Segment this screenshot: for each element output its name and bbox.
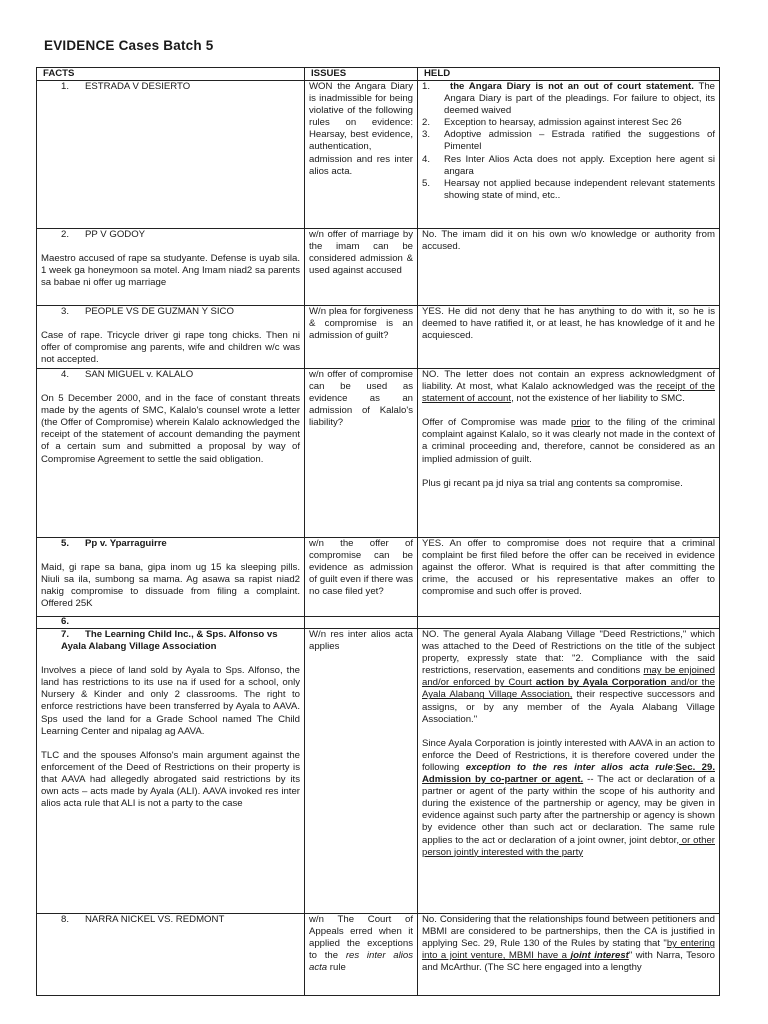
case-table	[36, 67, 720, 996]
held-cell: NO. The general Ayala Alabang Village "Deed Restrictions," which was attached to the Deed of Restrictions on the title of the subject property, expressly state that: "2. Compliance with the said restrictions, reservation, easements and conditions may be enjoined and/or enforced by Court action by Ayala Corporation and/or the Ayala Alabang Village Association, their respective successors and assigns, or by any member of the Ayala Alabang Village Association." Since Ayala Corporation is jointly interested with AAVA in an action to enforce the Deed of Restrictions, it is therefore covered under the following exception to the res inter alios acta rule:Sec. 29. Admission by co-partner or agent. -- The act or declaration of a partner or agent of the party within the scope of his authority and during the existence of the partnership or agency, may be given in evidence against such party after the partnership or agency is shown by evidence other than such act or declaration. The same rule applies to the act or declaration of a joint owner, joint debtor, or other person jointly interested with the party	[418, 629, 720, 914]
table-header-row	[37, 68, 720, 81]
case-title: 4. SAN MIGUEL v. KALALO	[61, 369, 194, 380]
table-row	[37, 629, 720, 914]
facts-cell: 5. Pp v. Yparraguirre Maid, gi rape sa bana, gipa inom ug 15 ka sleeping pills. Niuli sa ila, sumbong sa mama. Ag asawa sa rapist niad2 nakig compromise to dissuade from filing a complaint. Offered 25K	[37, 538, 305, 617]
facts-cell	[37, 914, 305, 996]
case-title: 3. PEOPLE VS DE GUZMAN Y SICO	[61, 306, 234, 317]
table-row	[37, 617, 720, 629]
issue-cell: W/n plea for forgiveness & compromise is an admission of guilt?	[305, 306, 418, 369]
case-title: 8. NARRA NICKEL VS. REDMONT	[61, 914, 225, 925]
issue-cell: WON the Angara Diary is inadmissible for being violative of the following rules on evidence: Hearsay, best evidence, authentication, admission and res inter alios acta.	[305, 81, 418, 229]
issue-cell: W/n res inter alios acta applies	[305, 629, 418, 914]
table-row	[37, 81, 720, 229]
table-row	[37, 306, 720, 369]
held-cell: 1. the Angara Diary is not an out of court statement. The Angara Diary is part of the pleadings. For failure to object, its deemed waived 2. Exception to hearsay, admission against interest Sec 26 3. Adoptive admission – Estrada ratified the suggestions of Pimentel 4. Res Inter Alios Acta does not apply. Exception here agent si angara 5. Hearsay not applied because independent relevant statements showing state of mind, etc..	[418, 81, 720, 229]
table-row	[37, 914, 720, 996]
case-title: 6.	[61, 616, 70, 627]
facts-cell: 4. SAN MIGUEL v. KALALO On 5 December 2000, and in the face of constant threats made by the agents of SMC, Kalalo's counsel wrote a letter (the Offer of Compromise) wherein Kalalo acknowledged the receipt of the statement of account demanding the payment of a certain sum and submitted a proposal by way of Compromise Agreement to settle the said obligation.	[37, 369, 305, 538]
facts-cell: 7. The Learning Child Inc., & Sps. Alfonso vs Ayala Alabang Village Association Involves a piece of land sold by Ayala to Sps. Alfonso, the land has restrictions to its use na if used for a school, only Nursery & Kinder and only 2 classrooms. The right to enforce restrictions have been transferred by Ayala to AAVA. Sps used the land for a Grade School named The Child Learning Center and nipalag ag AAVA. TLC and the spouses Alfonso's main argument against the enforcement of the Deed of Restrictions on their property is that AAVA had allegedly abrogated said restrictions by its own acts – acts made by Ayala (ALI). AAVA invoked res inter alios acta rule that ALI is not a party to the case	[37, 629, 305, 914]
facts-cell: 3. PEOPLE VS DE GUZMAN Y SICO Case of rape. Tricycle driver gi rape tong chicks. Then ni offer of compromise ang parents, wife and children w/c was not accepted.	[37, 306, 305, 369]
table-row	[37, 538, 720, 617]
facts-cell: 2. PP V GODOY Maestro accused of rape sa studyante. Defense is uyab sila. 1 week ga honeymoon sa motel. Ang Imam niad2 sa parents sa babae ni offer ug marriage	[37, 229, 305, 306]
page-title: EVIDENCE Cases Batch 5	[44, 38, 214, 53]
table-row	[37, 369, 720, 538]
facts-cell	[37, 617, 305, 629]
facts-cell	[37, 81, 305, 229]
held-cell: No. Considering that the relationships found between petitioners and MBMI are considered to be partnerships, then the CA is justified in applying Sec. 29, Rule 130 of the Rules by stating that "by entering into a joint venture, MBMI have a joint interest" with Narra, Tesoro and McArthur. (The SC here engaged into a lengthy	[418, 914, 720, 996]
held-cell: No. The imam did it on his own w/o knowledge or authority from accused.	[418, 229, 720, 306]
issue-cell: w/n offer of marriage by the imam can be considered admission & used against accused	[305, 229, 418, 306]
case-title: 5. Pp v. Yparraguirre	[61, 538, 167, 549]
held-cell: YES. He did not deny that he has anything to do with it, so he is deemed to have ratified it, or at least, he has knowledge of it and he acquiesced.	[418, 306, 720, 369]
held-cell: YES. An offer to compromise does not require that a criminal complaint be first filed before the offer can be received in evidence against the offeror. What is required is that after committing the crime, the accused or his representative makes an offer to compromise and such offer is proved.	[418, 538, 720, 617]
case-title: 1. ESTRADA V DESIERTO	[61, 81, 191, 92]
table-row	[37, 229, 720, 306]
header-issues: ISSUES	[305, 68, 418, 81]
case-title: 7. The Learning Child Inc., & Sps. Alfonso vs Ayala Alabang Village Association	[61, 629, 278, 653]
header-held: HELD	[418, 68, 720, 81]
issue-cell: w/n the offer of compromise can be evidence as admission of guilt even if there was no case filed yet?	[305, 538, 418, 617]
held-cell	[418, 617, 720, 629]
issue-cell: w/n offer of compromise can be used as evidence as an admission of Kalalo's liability?	[305, 369, 418, 538]
held-cell: NO. The letter does not contain an express acknowledgment of liability. At most, what Kalalo acknowledged was the receipt of the statement of account, not the existence of her liability to SMC. Offer of Compromise was made prior to the filing of the criminal complaint against Kalalo, so it was clearly not made in the context of a criminal proceeding and, therefore, cannot be considered as an implied admission of guilt. Plus gi recant pa jd niya sa trial ang contents sa compromise.	[418, 369, 720, 538]
issue-cell	[305, 617, 418, 629]
issue-cell: w/n The Court of Appeals erred when it applied the exceptions to the res inter alios acta rule	[305, 914, 418, 996]
header-facts: FACTS	[37, 68, 305, 81]
case-title: 2. PP V GODOY	[61, 229, 146, 240]
